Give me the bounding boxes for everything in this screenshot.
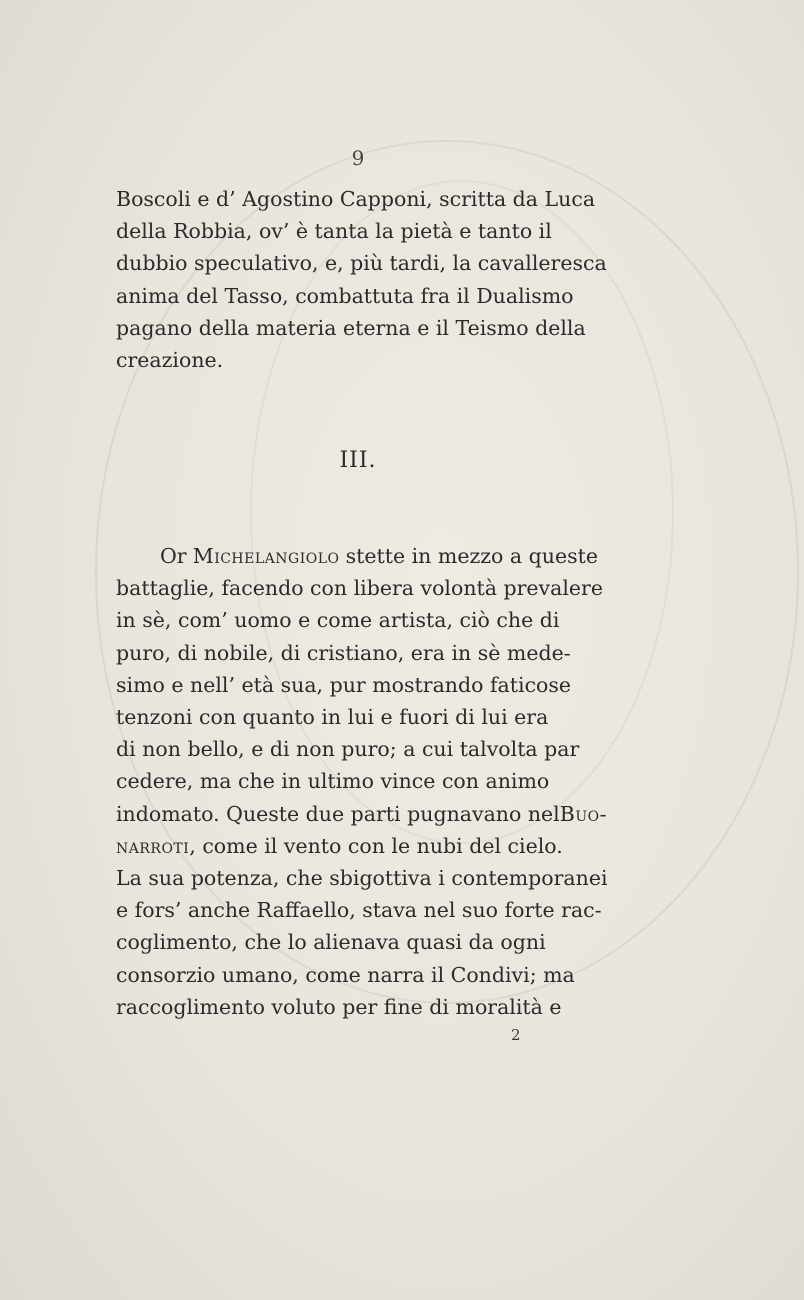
text-line: consorzio umano, come narra il Condivi; ma [116, 962, 575, 987]
line-prefix: Or [160, 544, 187, 568]
text-line: in sè, com’ uomo e come artista, ciò che di [116, 608, 560, 633]
text-line [116, 540, 598, 572]
page-number: 9 [351, 146, 365, 170]
text-line [116, 798, 608, 830]
text-line: di non bello, e di non puro; a cui talvolta par [116, 737, 580, 762]
text-line: raccoglimento voluto per fine di moralità e [116, 994, 562, 1019]
text-line: battaglie, facendo con libera volontà prevalere [116, 576, 603, 601]
text-line: dubbio speculativo, e, più tardi, la cavalleresca [116, 251, 607, 276]
text-line: e fors’ anche Raffaello, stava nel suo forte rac- [116, 898, 602, 923]
line-suffix: stette in mezzo a queste [345, 544, 598, 568]
person-name: narroti [116, 833, 190, 858]
text-line: La sua potenza, che sbigottiva i contemporanei [116, 866, 608, 891]
text-line [116, 830, 598, 862]
text-line: creazione. [116, 348, 224, 373]
text-line: tenzoni con quanto in lui e fuori di lui era [116, 705, 549, 730]
text-line: simo e nell’ età sua, pur mostrando faticose [116, 672, 572, 697]
text-line: pagano della materia eterna e il Teismo della [116, 315, 586, 340]
text-line: puro, di nobile, di cristiano, era in sè mede- [116, 640, 571, 665]
line-text: indomato. Queste due parti pugnavano nel [116, 801, 560, 826]
person-name: Michelangiolo [192, 544, 340, 568]
signature-mark: 2 [511, 1026, 521, 1044]
text-line: cedere, ma che in ultimo vince con animo [116, 769, 550, 794]
top-paragraph [116, 183, 607, 376]
text-line: coglimento, che lo alienava quasi da ogni [116, 930, 546, 955]
section-heading: III. [339, 448, 377, 473]
text-line: Boscoli e d’ Agostino Capponi, scritta da Luca [116, 187, 596, 211]
line-text: , come il vento con le nubi del cielo. [189, 833, 563, 858]
text-line: della Robbia, ov’ è tanta la pietà e tanto il [116, 219, 552, 244]
person-name: Buo- [559, 801, 608, 826]
text-line: anima del Tasso, combattuta fra il Dualismo [116, 283, 574, 308]
main-paragraph [116, 540, 608, 1023]
